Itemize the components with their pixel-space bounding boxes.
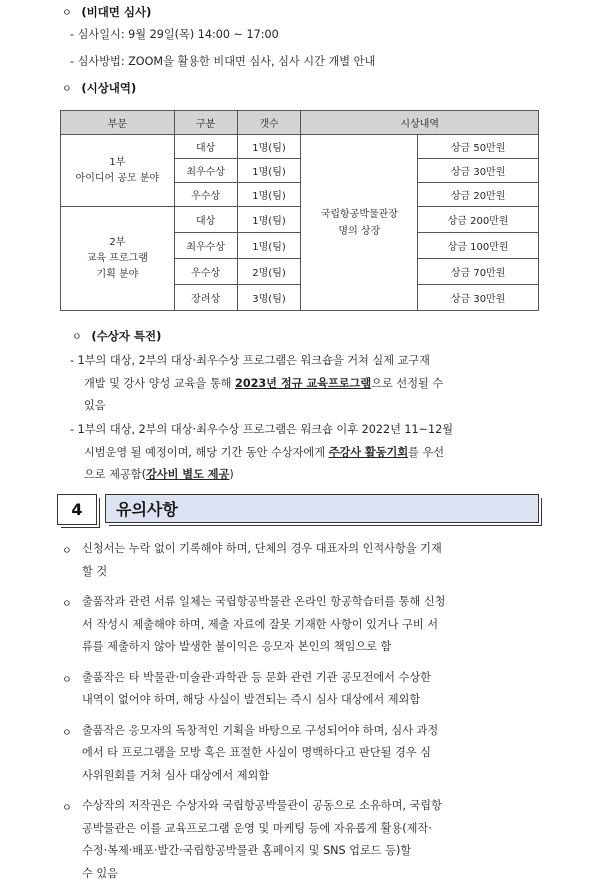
list-item: ㅇ 수상작의 저작권은 수상자와 국립항공박물관이 공동으로 소유하며, 국립항 공박물관은 이를 교육프로그램 운영 및 마케팅 등에 자유롭게 활용(제작· 수정·복제·배포·발간·국립항공박물관 홈페이지 및 SNS 업로드 등)할 수 있음 [62,799,442,880]
list-item: ㅇ 출품작은 타 박물관·미술관·과학관 등 문화 관련 기관 공모전에서 수상한 내역이 없어야 하며, 해당 사실이 발견되는 즉시 심사 대상에서 제외함 [62,670,431,706]
award-giver: 국립항공박물관장 명의 상장 [301,135,418,311]
cell-category: 최우수상 [174,233,237,259]
cell-count: 1명(팀) [237,159,301,183]
header-count: 갯수 [237,111,301,135]
cell-prize: 상금 70만원 [418,259,539,285]
table-row [61,207,539,233]
benefits-heading-line [72,328,161,346]
awards-heading-line [62,80,136,98]
cell-prize: 상금 30만원 [418,285,539,311]
header-category: 구분 [174,111,237,135]
notes-list [62,538,546,885]
benefit-item-1: - 1부의 대상, 2부의 대상·최우수상 프로그램은 워크숍을 거쳐 실제 교구재 개발 및 강사 양성 교육을 통해 2023년 정규 교육프로그램으로 선정될 수 있음 [70,354,444,412]
cell-prize: 상금 20만원 [418,183,539,207]
section-number-box [57,494,97,525]
header-division: 부문 [61,111,175,135]
review-heading-line [62,4,151,22]
cell-prize: 상금 30만원 [418,159,539,183]
note-bullet: ㅇ [62,803,72,814]
list-item: ㅇ 출품작과 관련 서류 일체는 국립항공박물관 온라인 항공학습터를 통해 신청 서 작성시 제출해야 하며, 제출 자료에 잘못 기재한 사항이 있거나 구비 서 류를 제출하지 않아 발생한 불이익은 응모자 본인의 책임으로 함 [62,595,446,653]
review-bullet: ㅇ [62,8,72,19]
section-title: 유의사항 [116,500,178,519]
review-item-method: - 심사방법: ZOOM을 활용한 비대면 심사, 심사 시간 개별 안내 [70,55,376,68]
note-bullet: ㅇ [62,674,72,686]
cell-count: 1명(팀) [237,183,301,207]
prize-table-header-row [61,111,539,135]
review-item-datetime: - 심사일시: 9월 29일(목) 14:00 ~ 17:00 [70,28,279,41]
cell-prize: 상금 100만원 [418,233,539,259]
list-item: ㅇ 신청서는 누락 없이 기록해야 하며, 단체의 경우 대표자의 인적사항을 기재 할 것 [62,542,442,578]
division-part1: 1부 아이디어 공모 분야 [61,135,175,207]
section-number: 4 [71,500,83,519]
cell-category: 최우수상 [174,159,237,183]
instructor-fee-emphasis: 강사비 별도 제공 [145,468,230,481]
benefit-item-2: - 1부의 대상, 2부의 대상·최우수상 프로그램은 워크숍 이후 2022년 11~12월 시범운영 될 예정이며, 해당 기간 동안 수상자에게 주강사 활동기회를 우선 으로 제공함(강사비 별도 제공) [70,423,454,481]
note-bullet: ㅇ [62,727,72,739]
prize-table [60,110,539,311]
cell-count: 3명(팀) [237,285,301,311]
note-bullet: ㅇ [62,546,72,557]
note-bullet: ㅇ [62,599,72,610]
review-heading: (비대면 심사) [81,5,152,19]
cell-category: 대상 [174,207,237,233]
awards-bullet: ㅇ [62,84,72,95]
list-item: ㅇ 출품작은 응모자의 독창적인 기획을 바탕으로 구성되어야 하며, 심사 과정 에서 타 프로그램을 모방 혹은 표절한 사실이 명백하다고 판단될 경우 심 사위원회를 거쳐 심사 대상에서 제외함 [62,723,439,782]
table-row [61,135,539,159]
lead-instructor-emphasis: 주강사 활동기회 [328,445,409,459]
header-award: 시상내역 [301,111,539,135]
awards-heading: (시상내역) [81,81,137,95]
cell-category: 우수상 [174,183,237,207]
benefits-heading: (수상자 특전) [91,329,162,343]
cell-count: 1명(팀) [237,207,301,233]
cell-category: 대상 [174,135,237,159]
division-part2: 2부 교육 프로그램 기획 분야 [61,207,175,311]
benefits-bullet: ㅇ [72,332,82,343]
cell-category: 우수상 [174,259,237,285]
regular-program-emphasis: 2023년 정규 교육프로그램 [235,376,372,390]
cell-count: 1명(팀) [237,135,301,159]
cell-prize: 상금 50만원 [418,135,539,159]
cell-count: 1명(팀) [237,233,301,259]
cell-prize: 상금 200만원 [418,207,539,233]
cell-count: 2명(팀) [237,259,301,285]
cell-category: 장려상 [174,285,237,311]
section-title-box [105,494,539,523]
